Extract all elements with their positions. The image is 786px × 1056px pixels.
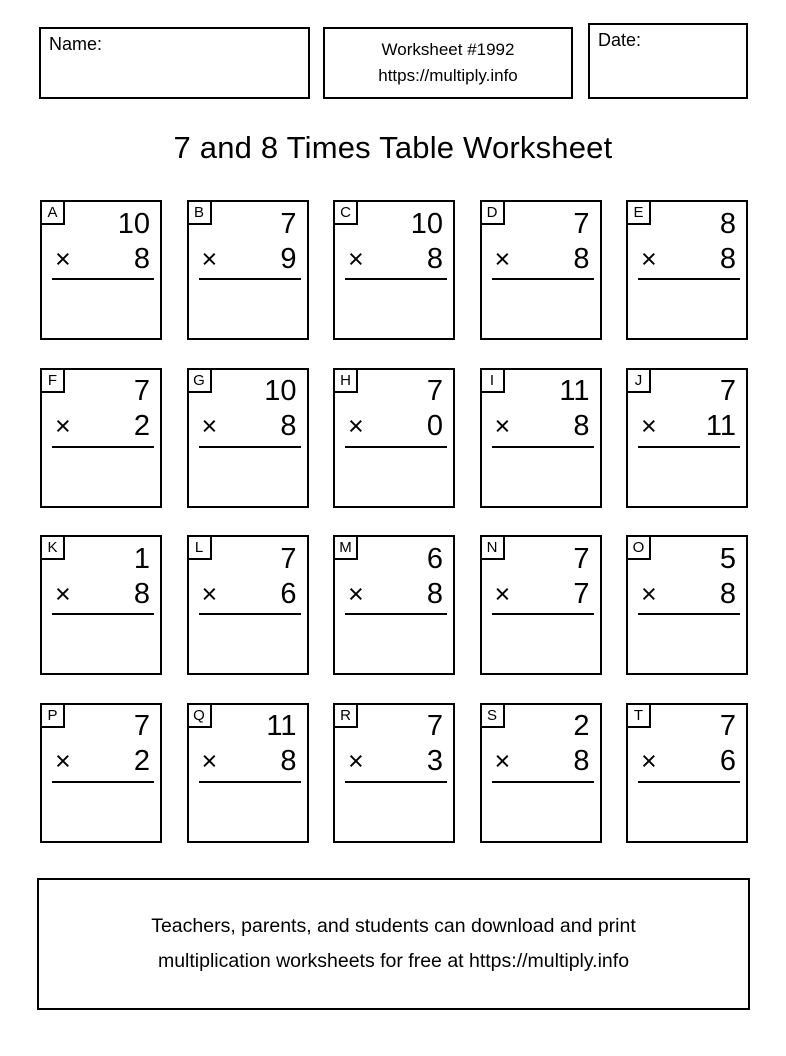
multiplier: 8 [426, 577, 443, 610]
problem-box [626, 368, 748, 508]
multiply-icon: × [641, 746, 657, 776]
problem-letter-tag: N [480, 535, 505, 560]
problem-box [333, 200, 455, 340]
answer-line [638, 613, 740, 615]
multiplicand: 7 [280, 542, 297, 575]
multiply-row [335, 244, 453, 274]
multiply-icon: × [494, 411, 511, 441]
problem-box [187, 200, 309, 340]
multiply-row [335, 746, 453, 776]
multiply-icon: × [201, 243, 218, 274]
problem-box [480, 703, 602, 843]
problem-letter-tag: T [626, 703, 651, 728]
multiplier: 6 [719, 745, 736, 777]
worksheet-number: Worksheet #1992 [381, 40, 515, 59]
multiplicand: 6 [426, 542, 443, 575]
date-box [588, 23, 748, 99]
problem-letter-tag: S [480, 703, 505, 728]
footer-box [37, 878, 750, 1010]
problem-letter-tag: H [333, 368, 358, 393]
problem-box [480, 200, 602, 340]
multiply-icon: × [348, 578, 364, 609]
answer-line [345, 278, 447, 280]
page-title: 7 and 8 Times Table Worksheet [173, 130, 613, 165]
problem-letter-tag: M [333, 535, 358, 560]
problem-box [40, 200, 162, 340]
problem-box [187, 535, 309, 675]
multiplier: 9 [280, 242, 297, 275]
problem-letter-tag: A [40, 200, 65, 225]
multiply-row [42, 244, 160, 274]
multiplicand: 5 [719, 542, 736, 575]
answer-line [492, 446, 594, 448]
multiplier: 8 [573, 410, 590, 442]
problem-letter-tag: G [187, 368, 212, 393]
multiplicand: 10 [117, 207, 150, 240]
problem-box [480, 368, 602, 508]
multiply-row [482, 746, 600, 776]
multiplier: 8 [426, 242, 443, 275]
problem-letter-tag: C [333, 200, 358, 225]
answer-line [345, 781, 447, 783]
multiply-icon: × [55, 243, 71, 274]
multiplicand: 7 [280, 207, 297, 240]
problem-box [187, 703, 309, 843]
multiplier: 8 [280, 410, 297, 442]
problem-letter-tag: K [40, 535, 65, 560]
multiplicand: 7 [719, 710, 736, 742]
multiplier: 8 [280, 745, 297, 777]
multiply-icon: × [55, 746, 71, 776]
multiply-icon: × [348, 746, 364, 776]
problem-box [626, 703, 748, 843]
answer-line [492, 781, 594, 783]
multiply-row [628, 411, 746, 441]
multiplier: 8 [133, 577, 150, 610]
multiplicand: 2 [573, 710, 590, 742]
answer-line [199, 446, 301, 448]
answer-line [638, 446, 740, 448]
answer-line [199, 613, 301, 615]
multiplicand: 7 [573, 542, 590, 575]
date-label: Date: [598, 30, 642, 50]
multiply-icon: × [641, 411, 657, 441]
multiplicand: 7 [426, 710, 443, 742]
multiplicand: 10 [410, 207, 443, 240]
multiplier: 8 [719, 577, 736, 610]
problem-letter-tag: E [626, 200, 651, 225]
multiply-row [42, 579, 160, 609]
multiply-icon: × [494, 243, 511, 274]
multiplier: 3 [426, 745, 443, 777]
multiplier: 8 [573, 745, 590, 777]
multiplier: 7 [573, 577, 590, 610]
problem-box [333, 535, 455, 675]
worksheet-url: https://multiply.info [378, 66, 518, 85]
multiplier: 8 [573, 242, 590, 275]
answer-line [199, 781, 301, 783]
multiply-icon: × [494, 746, 511, 776]
answer-line [345, 613, 447, 615]
multiplicand: 7 [426, 375, 443, 407]
problem-letter-tag: J [626, 368, 651, 393]
problem-letter-tag: F [40, 368, 65, 393]
answer-line [199, 278, 301, 280]
multiplicand: 8 [719, 207, 736, 240]
answer-line [638, 781, 740, 783]
multiplier: 6 [280, 577, 297, 610]
answer-line [52, 446, 154, 448]
multiply-row [189, 579, 307, 609]
multiply-icon: × [201, 746, 218, 776]
multiply-icon: × [641, 243, 657, 274]
name-box [39, 27, 310, 99]
answer-line [345, 446, 447, 448]
problem-letter-tag: B [187, 200, 212, 225]
multiply-icon: × [348, 243, 364, 274]
problem-box [626, 535, 748, 675]
problem-letter-tag: O [626, 535, 651, 560]
multiply-row [42, 746, 160, 776]
multiplicand: 7 [133, 710, 150, 742]
multiply-icon: × [348, 411, 364, 441]
multiplicand: 7 [719, 375, 736, 407]
problem-letter-tag: R [333, 703, 358, 728]
name-label: Name: [49, 34, 103, 54]
problem-box [40, 703, 162, 843]
multiply-icon: × [55, 411, 71, 441]
multiply-icon: × [201, 578, 218, 609]
multiply-row [628, 579, 746, 609]
problem-letter-tag: P [40, 703, 65, 728]
footer-line-1: Teachers, parents, and students can download and print [151, 915, 636, 937]
multiply-icon: × [641, 578, 657, 609]
multiply-row [335, 411, 453, 441]
multiplicand: 7 [133, 375, 150, 407]
multiply-row [189, 411, 307, 441]
answer-line [52, 278, 154, 280]
problem-box [187, 368, 309, 508]
multiply-row [482, 411, 600, 441]
multiply-row [628, 244, 746, 274]
problem-letter-tag: I [480, 368, 505, 393]
multiplier: 2 [133, 745, 150, 777]
multiplier: 8 [719, 242, 736, 275]
multiply-row [482, 579, 600, 609]
multiply-row [189, 244, 307, 274]
multiply-icon: × [55, 578, 71, 609]
problem-box [40, 535, 162, 675]
problem-box [480, 535, 602, 675]
answer-line [638, 278, 740, 280]
problems-grid [40, 200, 748, 843]
multiplier: 2 [133, 410, 150, 442]
answer-line [52, 781, 154, 783]
problem-box [333, 703, 455, 843]
footer-line-2: multiplication worksheets for free at https://multiply.info [157, 950, 630, 972]
multiplier: 8 [133, 242, 150, 275]
multiplicand: 1 [133, 542, 150, 575]
multiply-row [482, 244, 600, 274]
multiplier: 0 [426, 410, 443, 442]
multiply-row [628, 746, 746, 776]
multiplicand: 7 [573, 207, 590, 240]
problem-box [333, 368, 455, 508]
worksheet-info-box [323, 27, 573, 99]
multiplicand: 11 [266, 710, 297, 742]
multiplier: 11 [705, 410, 736, 442]
problem-box [626, 200, 748, 340]
answer-line [492, 278, 594, 280]
multiplicand: 10 [264, 375, 297, 407]
multiply-row [42, 411, 160, 441]
multiply-icon: × [494, 578, 511, 609]
problem-letter-tag: L [187, 535, 212, 560]
problem-letter-tag: Q [187, 703, 212, 728]
multiply-row [189, 746, 307, 776]
multiply-row [335, 579, 453, 609]
multiply-icon: × [201, 411, 218, 441]
problem-letter-tag: D [480, 200, 505, 225]
answer-line [52, 613, 154, 615]
problem-box [40, 368, 162, 508]
answer-line [492, 613, 594, 615]
multiplicand: 11 [559, 375, 590, 407]
